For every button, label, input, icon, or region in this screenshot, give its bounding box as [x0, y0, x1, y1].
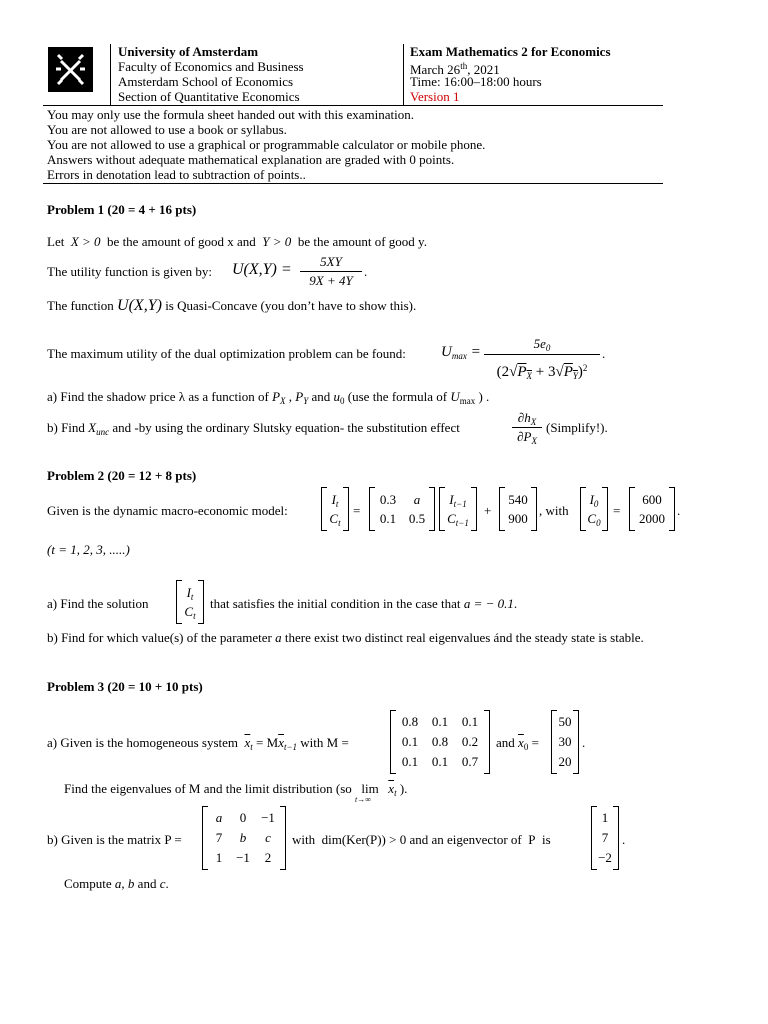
problem-2-title: Problem 2 (20 = 12 + 8 pts): [47, 468, 197, 483]
university-name: University of Amsterdam: [118, 44, 259, 59]
state-vector-t-minus-1: $I_{t-1}$ $C_{t-1}$: [439, 487, 477, 531]
problem-3-title: Problem 3 (20 = 10 + 10 pts): [47, 679, 203, 694]
rule-line: You are not allowed to use a graphical or programmable calculator or mobile phone.: [47, 137, 486, 152]
constant-vector: 540 900: [499, 487, 537, 531]
utility-lhs: U(X,Y) =: [232, 261, 292, 278]
question-3b-rest: with dim(Ker(P)) > 0 and an eigenvector of P is: [292, 832, 551, 847]
matrix-p: a 0 −1 7 b c 1 −1 2: [202, 806, 286, 870]
quasi-concave-sentence: The function U(X,Y) is Quasi-Concave (you don’t have to show this).: [47, 297, 417, 314]
exam-date: March 26th, 2021: [410, 61, 500, 77]
time-range: (t = 1, 2, 3, .....): [47, 542, 130, 557]
umax-fraction: $5e_0$ $(2√P_X + 3√P_Y)^2$: [484, 336, 600, 382]
rule-line: You are not allowed to use a book or syllabus.: [47, 122, 287, 137]
question-3a: a) Given is the homogeneous system $\overline{x}_t = M\overline{x}_{t-1}$ with M =: [47, 735, 349, 752]
rule-line: Answers without adequate mathematical explanation are graded with 0 points.: [47, 152, 455, 167]
eigenvector: 1 7 −2: [591, 806, 619, 870]
problem-1-title: Problem 1 (20 = 4 + 16 pts): [47, 202, 197, 217]
question-2a-rest: that satisfies the initial condition in the case that a = − 0.1.: [210, 596, 518, 611]
eigen-question: Find the eigenvalues of M and the limit distribution (so lim t→∞ $\overline{x}_t$ ).: [64, 781, 408, 804]
initial-state-vector: $I_0$ $C_0$: [580, 487, 608, 531]
section-name: Section of Quantitative Economics: [118, 89, 300, 104]
exam-title: Exam Mathematics 2 for Economics: [410, 44, 611, 59]
let-sentence: Let X > 0 be the amount of good x and Y > 0 be the amount of good y.: [47, 234, 427, 249]
matrix-m: 0.8 0.1 0.1 0.1 0.8 0.2 0.1 0.1 0.7: [390, 710, 490, 774]
umax-lhs: $U_{max}$ =: [441, 344, 481, 361]
question-1a: a) Find the shadow price λ as a function of $P_X$ , $P_Y$ and $u_0$ (use the formula of $U_{max}$ ) .: [47, 389, 490, 406]
x0-label: and $\overline{x}_0$ =: [496, 735, 539, 752]
utility-end: .: [364, 264, 368, 279]
university-logo: [48, 47, 93, 92]
dual-label: The maximum utility of the dual optimization problem can be found:: [47, 346, 406, 361]
exam-version: Version 1: [410, 89, 460, 104]
faculty-name: Faculty of Economics and Business: [118, 59, 304, 74]
school-name: Amsterdam School of Economics: [118, 74, 294, 89]
question-2b: b) Find for which value(s) of the parameter a there exist two distinct real eigenvalues ánd the steady state is stable.: [47, 630, 644, 645]
question-2a-text: a) Find the solution: [47, 596, 149, 611]
utility-label: The utility function is given by:: [47, 264, 213, 279]
initial-values-vector: 600 2000: [629, 487, 675, 531]
utility-fraction: 5XY 9X + 4Y: [300, 254, 362, 288]
andreas-cross-icon: [48, 47, 93, 92]
solution-vector: $I_t$ $C_t$: [176, 580, 204, 624]
substitution-fraction: $\partial h_X$ $\partial P_X$: [512, 410, 542, 444]
with-label: , with: [539, 503, 569, 518]
state-vector-t: $I_t$ $C_t$: [321, 487, 349, 531]
rule-line: Errors in denotation lead to subtraction of points..: [47, 167, 306, 182]
coefficient-matrix: 0.3 a 0.1 0.5: [369, 487, 435, 531]
rule-line: You may only use the formula sheet handed out with this examination.: [47, 107, 414, 122]
simplify-note: (Simplify!).: [546, 420, 608, 435]
question-3b-text: b) Given is the matrix P =: [47, 832, 182, 847]
initial-distribution-vector: 50 30 20: [551, 710, 579, 774]
compute-abc: Compute a, b and c.: [64, 876, 169, 891]
exam-time: Time: 16:00–18:00 hours: [410, 74, 542, 89]
model-label: Given is the dynamic macro-economic model:: [47, 503, 288, 518]
umax-end: .: [602, 346, 606, 361]
question-1b: b) Find $X_{unc}$ and -by using the ordinary Slutsky equation- the substitution effect: [47, 420, 460, 437]
